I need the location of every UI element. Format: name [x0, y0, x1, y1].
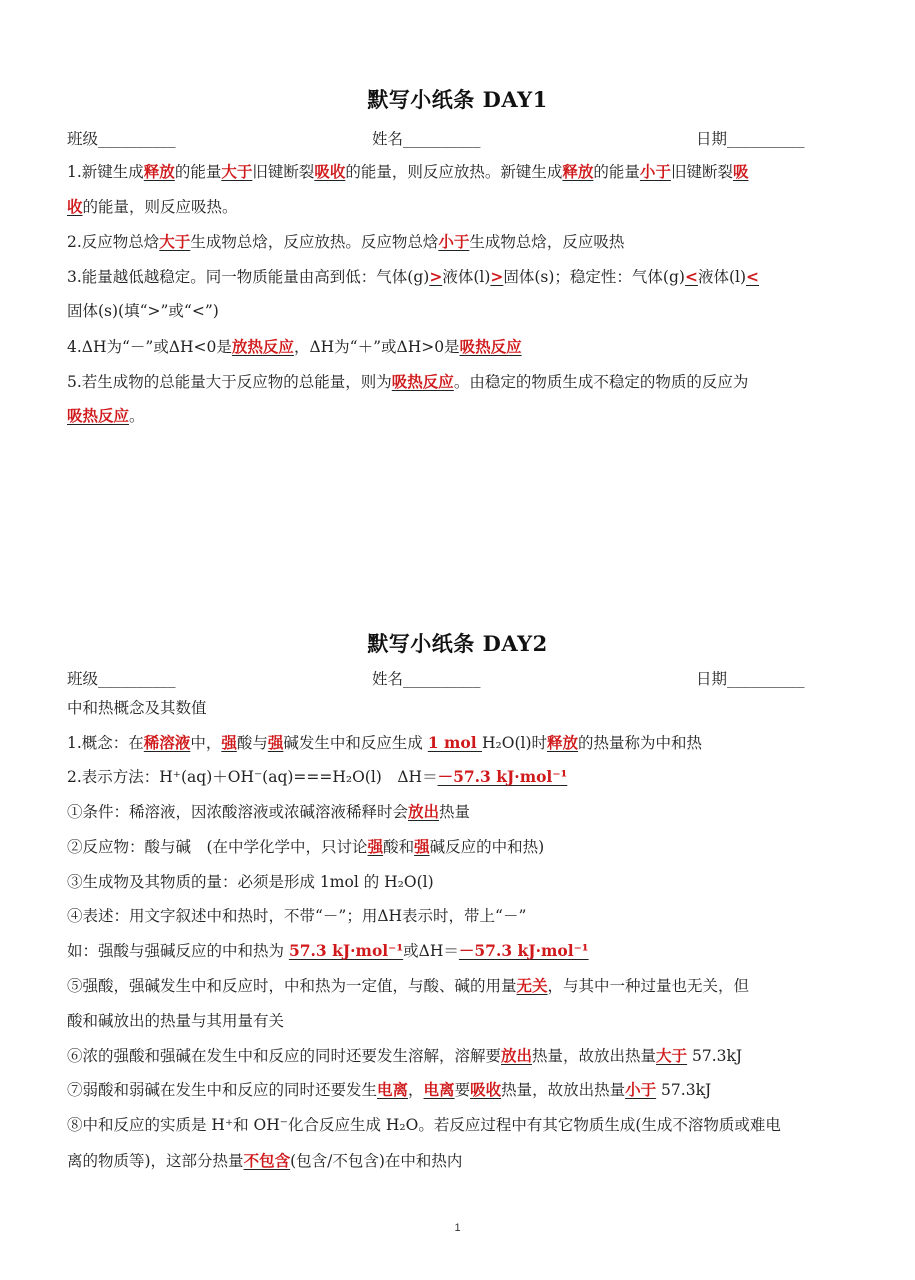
text: ，与其中一种过量也无关，但 — [547, 977, 750, 995]
text: 热量，故放出热量 — [501, 1081, 626, 1099]
text: 固体(s)；稳定性：气体(g) — [503, 268, 685, 286]
text: ②反应物：酸与碱 (在中学化学中，只讨论 — [67, 838, 368, 856]
day2-title: 默写小纸条 DAY2 — [367, 631, 548, 656]
answer: 无关 — [516, 976, 548, 995]
answer: 吸热反应 — [459, 337, 522, 356]
answer: 吸收 — [470, 1080, 502, 1099]
text: H₂O(l)时 — [482, 734, 548, 752]
answer: 大于 — [159, 232, 191, 251]
answer: 吸 — [732, 162, 749, 181]
day2-line-5 — [67, 871, 857, 893]
day1-line-2 — [67, 196, 857, 218]
answer: 放出 — [408, 802, 440, 821]
text: 旧键断裂 — [670, 163, 733, 181]
answer: 大于 — [221, 162, 253, 181]
day2-line-3 — [67, 801, 857, 823]
answer: 放出 — [501, 1046, 533, 1065]
answer: 强 — [221, 733, 237, 752]
answer: －57.3 kJ·mol⁻¹ — [437, 767, 568, 786]
text: (包含/不包含)在中和热内 — [290, 1152, 463, 1170]
day2-line-13 — [67, 1150, 857, 1172]
answer: 吸热反应 — [67, 406, 130, 425]
text: 离的物质等)，这部分热量 — [67, 1152, 244, 1170]
text: 1.新键生成 — [67, 163, 144, 181]
answer: 1 mol — [427, 733, 483, 752]
text: ⑤强酸，强碱发生中和反应时，中和热为一定值，与酸、碱的用量 — [67, 977, 517, 995]
text: 固体(s)(填“>”或“<”) — [67, 302, 219, 320]
day2-line-10 — [67, 1045, 857, 1067]
answer: 稀溶液 — [143, 733, 191, 752]
answer: 大于 — [656, 1046, 688, 1065]
answer: 释放 — [143, 162, 175, 181]
day2-heading — [67, 697, 857, 719]
text: 热量 — [439, 803, 471, 821]
day1-line-5 — [67, 300, 857, 322]
text: 液体(l) — [442, 268, 491, 286]
text: 的能量，则反应放热。新键生成 — [345, 163, 563, 181]
answer: 吸热反应 — [391, 372, 454, 391]
text: 生成物总焓，反应吸热 — [469, 233, 625, 251]
text: 碱发生中和反应生成 — [283, 734, 428, 752]
day1-meta-row — [0, 127, 915, 153]
text: 。由稳定的物质生成不稳定的物质的反应为 — [453, 373, 749, 391]
day1-line-8 — [67, 405, 857, 427]
answer: 电离 — [377, 1080, 409, 1099]
class-field: 班级__________ — [67, 670, 176, 688]
day2-meta-row — [0, 667, 915, 693]
day2-line-8 — [67, 975, 857, 997]
text: 要 — [454, 1081, 471, 1099]
answer: 吸收 — [314, 162, 346, 181]
text: 3.能量越低越稳定。同一物质能量由高到低：气体(g) — [67, 268, 430, 286]
answer: 释放 — [562, 162, 594, 181]
answer: 强 — [414, 837, 430, 856]
day1-line-1 — [67, 161, 857, 183]
text: ⑧中和反应的实质是 H⁺和 OH⁻化合反应生成 H₂O。若反应过程中有其它物质生成(生成不溶物质或难电 — [67, 1116, 781, 1134]
text: 5.若生成物的总能量大于反应物的总能量，则为 — [67, 373, 392, 391]
text: ①条件：稀溶液，因浓酸溶液或浓碱溶液稀释时会 — [67, 803, 409, 821]
answer: 放热反应 — [231, 337, 294, 356]
text: ，ΔH为“＋”或ΔH>0是 — [293, 338, 460, 356]
answer: 收 — [67, 197, 83, 216]
text: 的能量 — [593, 163, 640, 181]
day1-line-4 — [67, 266, 857, 288]
text: 如：强酸与强碱反应的中和热为 — [67, 942, 289, 960]
answer: 小于 — [639, 162, 671, 181]
date-field: 日期__________ — [696, 130, 805, 148]
answer: 强 — [267, 733, 284, 752]
answer: 不包含 — [243, 1151, 291, 1170]
day2-line-12 — [67, 1114, 857, 1136]
text: 热量，故放出热量 — [532, 1047, 657, 1065]
text: 57.3kJ — [656, 1081, 712, 1099]
text: 的热量称为中和热 — [578, 734, 703, 752]
day2-line-2 — [67, 766, 857, 788]
text: 中， — [190, 734, 222, 752]
answer: 小于 — [625, 1080, 657, 1099]
text: 2.反应物总焓 — [67, 233, 160, 251]
text: ， — [408, 1081, 424, 1099]
text: 或ΔH＝ — [403, 942, 459, 960]
text: 液体(l) — [697, 268, 747, 286]
text: 。 — [129, 407, 145, 425]
text: ⑥浓的强酸和强碱在发生中和反应的同时还要发生溶解，溶解要 — [67, 1047, 502, 1065]
text: 酸和碱放出的热量与其用量有关 — [67, 1012, 285, 1030]
answer: < — [684, 267, 698, 286]
date-field: 日期__________ — [696, 670, 805, 688]
answer: 电离 — [423, 1080, 455, 1099]
day2-line-1 — [67, 732, 857, 754]
text: 2.表示方法：H⁺(aq)＋OH⁻(aq)===H₂O(l) ΔH＝ — [67, 768, 438, 786]
answer: 释放 — [547, 733, 579, 752]
answer: > — [490, 267, 504, 286]
day1-line-7 — [67, 371, 857, 393]
answer: －57.3 kJ·mol⁻¹ — [458, 941, 589, 960]
answer: < — [746, 267, 760, 286]
day1-line-6 — [67, 336, 857, 358]
text: 碱反应的中和热) — [429, 838, 545, 856]
page-number: 1 — [454, 1222, 461, 1234]
text: 4.ΔH为“－”或ΔH<0是 — [67, 338, 232, 356]
name-field: 姓名__________ — [372, 670, 481, 688]
text: ⑦弱酸和弱碱在发生中和反应的同时还要发生 — [67, 1081, 378, 1099]
text: 的能量 — [174, 163, 222, 181]
day2-line-7 — [67, 940, 857, 962]
class-field: 班级__________ — [67, 130, 176, 148]
day2-line-6 — [67, 905, 857, 927]
text: 57.3kJ — [687, 1047, 743, 1065]
text: 酸和 — [383, 838, 415, 856]
day2-line-9 — [67, 1010, 857, 1032]
text: 旧键断裂 — [252, 163, 315, 181]
text: ④表述：用文字叙述中和热时，不带“－”；用ΔH表示时，带上“－” — [67, 907, 527, 925]
text: 的能量，则反应吸热。 — [82, 198, 238, 216]
text: 1.概念：在 — [67, 734, 144, 752]
text: 中和热概念及其数值 — [67, 699, 207, 717]
answer: 57.3 kJ·mol⁻¹ — [288, 941, 404, 960]
day1-line-3 — [67, 231, 857, 253]
answer: 小于 — [438, 232, 470, 251]
answer: 强 — [367, 837, 384, 856]
text: ③生成物及其物质的量：必须是形成 1mol 的 H₂O(l) — [67, 873, 434, 891]
text: 生成物总焓，反应放热。反应物总焓 — [190, 233, 439, 251]
name-field: 姓名__________ — [372, 130, 481, 148]
day2-line-4 — [67, 836, 857, 858]
text: 酸与 — [236, 734, 268, 752]
day2-line-11 — [67, 1079, 857, 1101]
answer: > — [429, 267, 443, 286]
day1-title: 默写小纸条 DAY1 — [367, 87, 548, 112]
